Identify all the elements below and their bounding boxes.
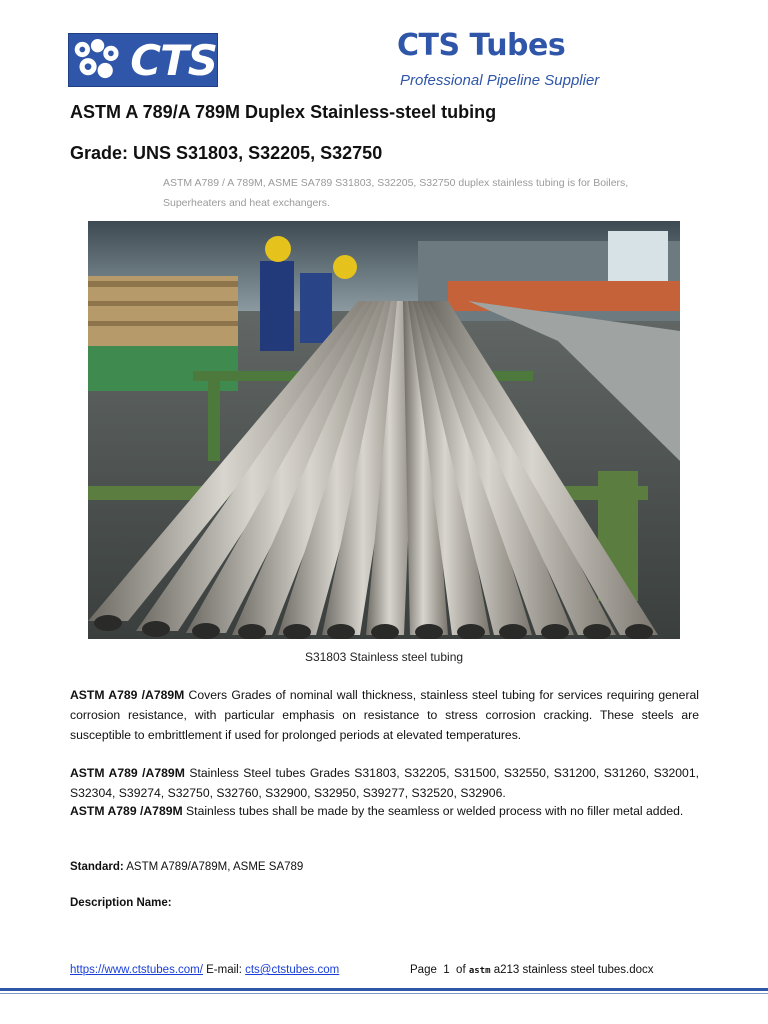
website-link[interactable]: https://www.ctstubes.com/ (70, 964, 203, 976)
page-label: Page (410, 964, 437, 976)
brand-title: CTS Tubes (397, 28, 566, 63)
logo-text: CTS (130, 35, 217, 85)
paragraph-lead: ASTM A789 /A789M (70, 804, 183, 818)
factory-tubing-image (88, 221, 680, 639)
email-label: E-mail: (202, 964, 246, 976)
standard-line (70, 861, 303, 873)
tubing-photo (88, 221, 680, 639)
paragraph-lead: ASTM A789 /A789M (70, 688, 185, 702)
paragraph-body: Covers Grades of nominal wall thickness, stainless steel tubing for services requiring general corrosion resistance, with particular emphasis on resistance to stress corrosion cracking. These steels are susceptible to embrittlement if used for prolonged periods at elevated temperatures. (70, 688, 699, 742)
footer-rule (0, 988, 768, 991)
company-logo (68, 33, 218, 87)
paragraph-grades (70, 763, 699, 803)
doc-name-word: astm (468, 966, 491, 976)
brand-subtitle: Professional Pipeline Supplier (400, 72, 600, 89)
paragraph-lead: ASTM A789 /A789M (70, 766, 185, 780)
summary-text: ASTM A789 / A 789M, ASME SA789 S31803, S32205, S32750 duplex stainless tubing is for Boilers, Superheaters and heat exchangers. (163, 177, 629, 209)
description-label: Description Name: (70, 897, 172, 909)
page-number: 1 (443, 964, 450, 976)
paragraph-body: Stainless tubes shall be made by the seamless or welded process with no filler metal added. (182, 804, 684, 818)
footer-rule-thin (0, 993, 768, 994)
doc-name: a213 stainless steel tubes.docx (490, 964, 654, 976)
document-title: ASTM A 789/A 789M Duplex Stainless-steel tubing (70, 102, 497, 122)
paragraph-body: Stainless Steel tubes Grades S31803, S32205, S31500, S32550, S31200, S31260, S32001, S32304, S39274, S32750, S32760, S32900, S32950, S39277, S32520, S32906. (70, 766, 699, 800)
page-indicator (410, 964, 654, 976)
paragraph-process (70, 801, 699, 821)
email-link[interactable]: cts@ctstubes.com (245, 964, 340, 976)
grade-heading: Grade: UNS S31803, S32205, S32750 (70, 143, 383, 163)
description-line (70, 897, 172, 909)
standard-label: Standard: (70, 861, 124, 873)
paragraph-scope (70, 685, 699, 745)
logo-circles-icon (69, 33, 124, 87)
standard-value: ASTM A789/A789M, ASME SA789 (123, 861, 304, 873)
photo-caption: S31803 Stainless steel tubing (304, 650, 464, 664)
of-label: of (456, 964, 466, 976)
page-footer (70, 964, 710, 976)
